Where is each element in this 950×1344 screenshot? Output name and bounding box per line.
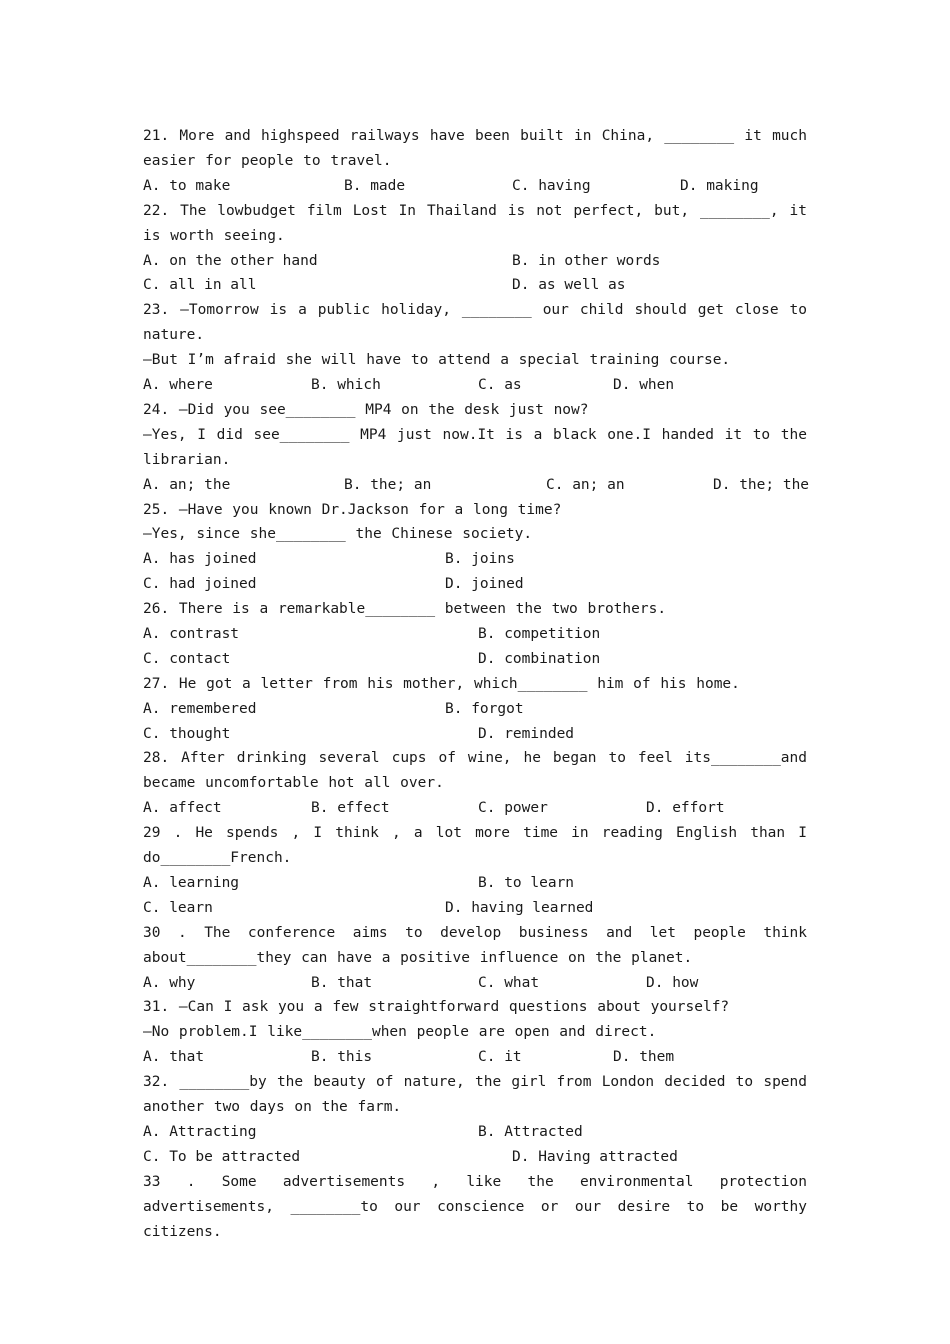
question-24-stem: 24. —Did you see________ MP4 on the desk just now?: [143, 401, 589, 418]
option-a: A. has joined: [143, 551, 257, 568]
option-d: D. having learned: [445, 899, 594, 916]
question-32-options-row2: [143, 1145, 807, 1170]
option-b: B. joins: [445, 551, 515, 568]
question-22-stem: 22. The lowbudget film Lost In Thailand is not perfect, but, ________, it is worth seeing.: [143, 202, 807, 244]
question-23-reply: —But I’m afraid she will have to attend a special training course.: [143, 352, 731, 369]
option-d: D. as well as: [512, 277, 626, 294]
question-31-options: [143, 1045, 807, 1070]
question-29-options-row1: [143, 871, 807, 896]
option-c: C. all in all: [143, 277, 257, 294]
option-a: A. an; the: [143, 476, 231, 493]
option-b: B. effect: [311, 800, 390, 817]
question-32-stem: 32. ________by the beauty of nature, the girl from London decided to spend another two days on the farm.: [143, 1074, 807, 1116]
option-b: B. the; an: [344, 476, 432, 493]
question-27-options-row2: [143, 722, 807, 747]
exam-page: [143, 124, 810, 1245]
option-b: B. to learn: [478, 875, 575, 891]
option-c: C. contact: [143, 650, 231, 667]
option-d: D. the; the: [713, 476, 810, 493]
option-b: B. forgot: [445, 700, 524, 717]
option-d: D. effort: [646, 800, 725, 817]
option-b: B. which: [311, 377, 381, 394]
option-d: D. them: [613, 1049, 675, 1066]
question-31-reply: —No problem.I like________when people are open and direct.: [143, 1024, 657, 1041]
question-26-options-row2: [143, 647, 807, 672]
question-30-stem: 30 . The conference aims to develop business and let people think about________they can have a positive influence on the planet.: [143, 924, 807, 966]
option-c: C. having: [512, 177, 591, 194]
question-21-stem: 21. More and highspeed railways have been built in China, ________ it much easier for people to travel.: [143, 128, 807, 169]
option-a: A. learning: [143, 875, 240, 891]
question-29-stem: 29 . He spends , I think , a lot more time in reading English than I do________French.: [143, 825, 807, 867]
question-25-stem: 25. —Have you known Dr.Jackson for a long time?: [143, 501, 562, 518]
question-31-stem: 31. —Can I ask you a few straightforward questions about yourself?: [143, 999, 730, 1016]
question-27-options-row1: [143, 697, 807, 722]
question-24-reply: —Yes, I did see________ MP4 just now.It is a black one.I handed it to the librarian.: [143, 426, 807, 468]
question-26-options-row1: [143, 622, 807, 647]
option-c: C. had joined: [143, 576, 257, 593]
question-27-stem: 27. He got a letter from his mother, which________ him of his home.: [143, 675, 740, 692]
option-c: C. thought: [143, 725, 231, 742]
option-a: A. Attracting: [143, 1124, 257, 1140]
option-c: C. what: [478, 974, 540, 991]
question-30-options: [143, 971, 807, 996]
option-b: B. made: [344, 177, 406, 194]
question-23-stem: 23. —Tomorrow is a public holiday, ________ our child should get close to nature.: [143, 302, 807, 344]
option-d: D. reminded: [478, 725, 575, 742]
option-c: C. as: [478, 377, 522, 394]
option-a: A. affect: [143, 800, 222, 817]
option-b: B. competition: [478, 626, 601, 643]
question-25-reply: —Yes, since she________ the Chinese society.: [143, 526, 533, 543]
question-28-stem: 28. After drinking several cups of wine, he began to feel its________and became uncomfortable hot all over.: [143, 750, 807, 792]
option-b: B. that: [311, 974, 373, 991]
option-c: C. it: [478, 1049, 522, 1066]
question-26-stem: 26. There is a remarkable________ between the two brothers.: [143, 601, 667, 618]
question-22-options-row1: [143, 249, 807, 274]
option-d: D. joined: [445, 576, 524, 593]
option-d: D. when: [613, 377, 675, 394]
option-c: C. an; an: [546, 476, 625, 493]
question-23-options: [143, 373, 807, 398]
question-33-stem: 33 . Some advertisements , like the environmental protection advertisements, ________to our conscience or our desire to be worthy citizens.: [143, 1173, 807, 1240]
question-24-options: [143, 473, 810, 498]
option-b: B. Attracted: [478, 1124, 583, 1140]
question-21-options: [143, 174, 807, 199]
option-a: A. why: [143, 974, 196, 991]
question-28-options: [143, 796, 807, 821]
question-25-options-row2: [143, 572, 807, 597]
option-b: B. this: [311, 1049, 373, 1066]
option-d: D. combination: [478, 650, 601, 667]
option-d: D. making: [680, 177, 759, 194]
option-a: A. where: [143, 377, 213, 394]
option-d: D. how: [646, 974, 699, 991]
option-c: C. learn: [143, 899, 213, 916]
option-a: A. that: [143, 1049, 205, 1066]
option-a: A. to make: [143, 177, 231, 194]
option-b: B. in other words: [512, 252, 661, 269]
option-a: A. remembered: [143, 700, 257, 717]
question-22-options-row2: [143, 273, 807, 298]
option-c: C. power: [478, 800, 548, 817]
question-32-options-row1: [143, 1120, 807, 1145]
option-d: D. Having attracted: [512, 1148, 678, 1165]
option-c: C. To be attracted: [143, 1148, 301, 1165]
question-29-options-row2: [143, 896, 807, 921]
question-25-options-row1: [143, 547, 807, 572]
option-a: A. on the other hand: [143, 252, 318, 269]
option-a: A. contrast: [143, 626, 240, 643]
